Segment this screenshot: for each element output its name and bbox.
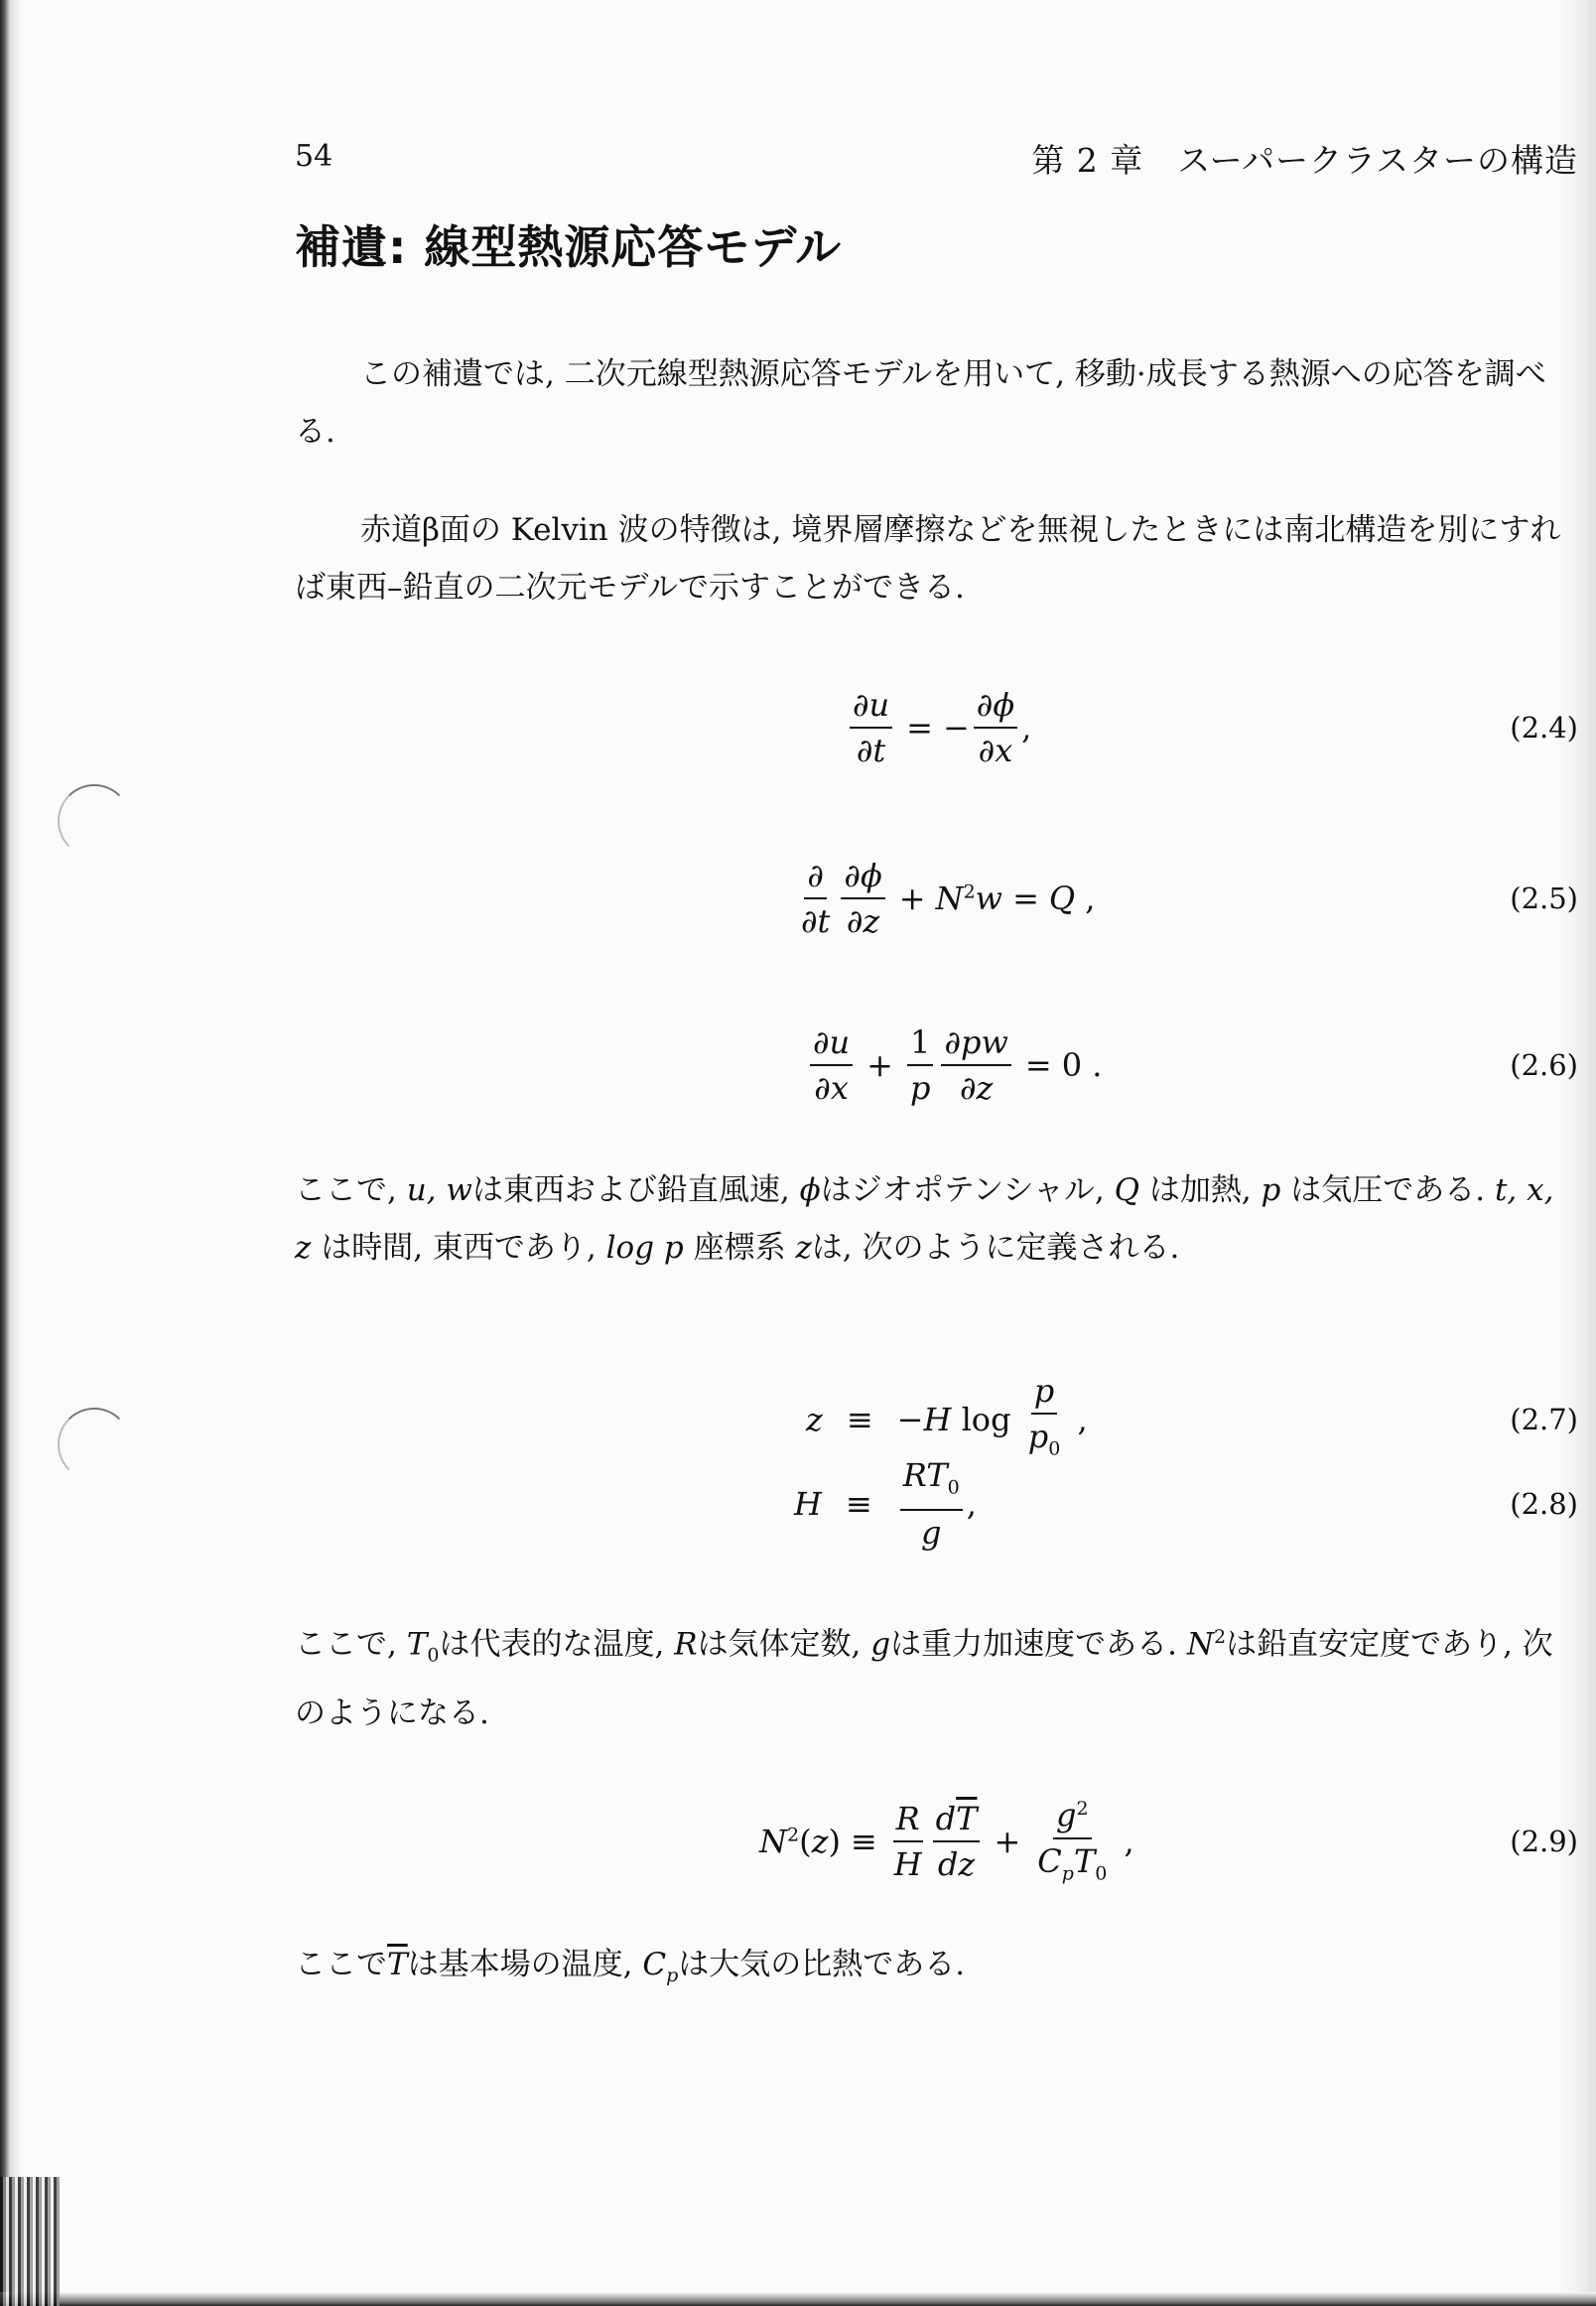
equation-number: (2.8) [1510,1487,1578,1521]
equation-2-9: $N^2(z)$ ≡ $\frac{R}{H}$ $\frac{d\overline{T}}{dz}$ + $\frac{g^2}{C_pT_0}$ , (2.9) [0,1797,1596,1886]
scan-corner-shadow [0,2177,60,2306]
paragraph-kelvin-wave: 赤道β面の Kelvin 波の特徴は, 境界層摩擦などを無視したときには南北構造を別にすれば東西–鉛直の二次元モデルで示すことができる. [295,512,1561,606]
equation-number: (2.5) [1510,882,1578,915]
punch-hole-mark [58,784,131,858]
paragraph-basic-field: ここで$\overline{T}$は基本場の温度, $C_p$は大気の比熱である. [295,1947,966,1987]
equation-2-6: $\frac{\partial u}{\partial x}$ + $\frac{1}{p}$ $\frac{\partial pw}{\partial z}$ = 0 . (2.6) [0,1020,1596,1110]
equation-2-8: H ≡ $\frac{RT_0}{g}$ , (2.8) [794,1455,1578,1553]
equation-2-4: $\frac{\partial u}{\partial t}$ = − $\frac{\partial\phi}{\partial x}$ , (2.4) [0,683,1596,772]
scan-left-edge [0,0,22,2306]
running-head: 第 2 章 スーパークラスターの構造 [1031,141,1578,180]
equation-number: (2.4) [1510,711,1578,745]
page-number: 54 [295,139,333,174]
equation-2-7: z ≡ − H log $\frac{p}{p_0}$ , (2.7) [806,1371,1578,1460]
equation-2-5: $\frac{\partial}{\partial t}$ $\frac{\partial\phi}{\partial z}$ + $N^2w$ = Q , (2.5) [801,857,1578,940]
paragraph-constants: ここで, $T_0$は代表的な温度, Rは気体定数, gは重力加速度である. $N^2$は鉛直安定度であり, 次のようになる. [295,1626,1553,1731]
paragraph-intro: この補遺では, 二次元線型熱源応答モデルを用いて, 移動·成長する熱源への応答を調べる. [295,356,1546,450]
section-title: 補遺: 線型熱源応答モデル [295,220,843,274]
equation-number: (2.6) [1510,1048,1578,1082]
scan-bottom-edge [0,2292,1596,2306]
equation-number: (2.9) [1510,1825,1578,1858]
paragraph-variables: ここで, u, wは東西および鉛直風速, ϕはジオポテンシャル, Q は加熱, p は気圧である. t, x, z は時間, 東西であり, log p 座標系 zは, 次のように定義される. [295,1172,1554,1266]
equation-number: (2.7) [1510,1403,1578,1436]
